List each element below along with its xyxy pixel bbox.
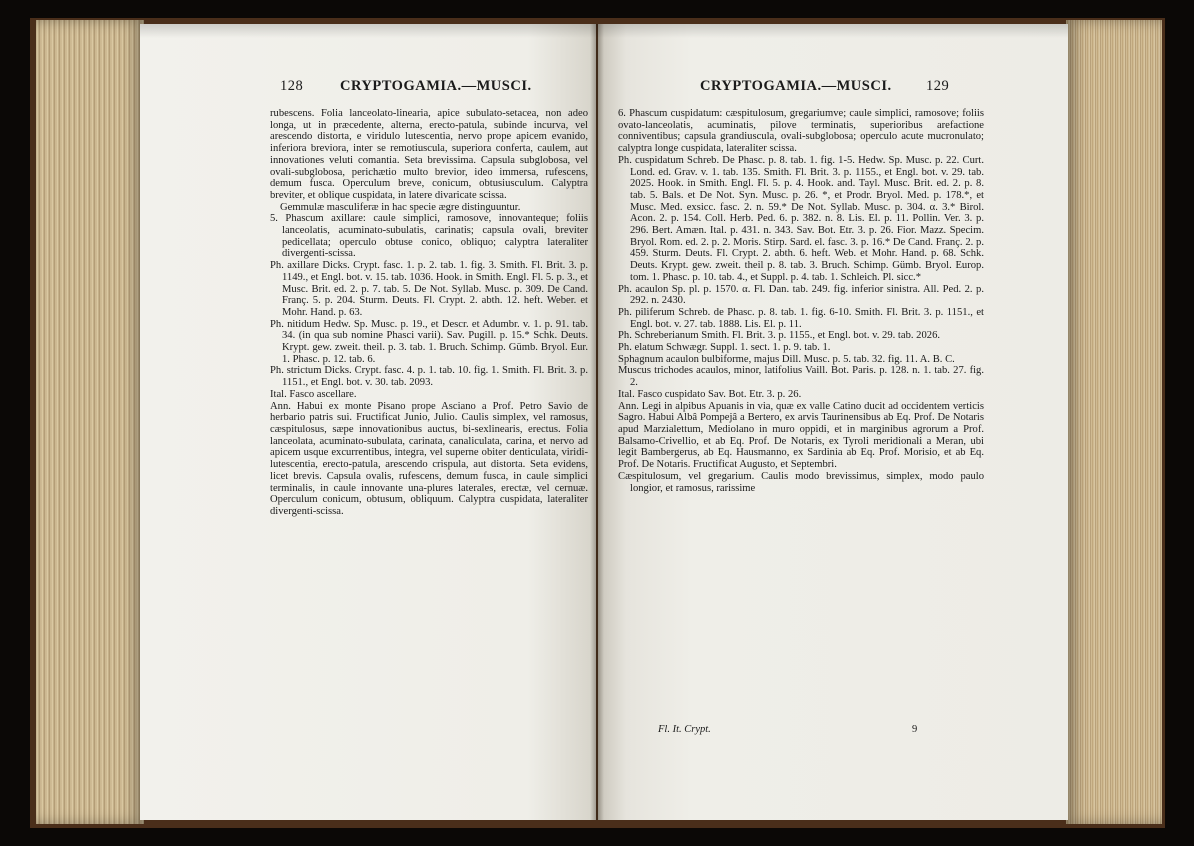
right-page <box>598 24 1068 820</box>
paragraph: 6. Phascum cuspidatum: cæspitulosum, gregariumve; caule simplici, ramosove; foliis ovato-lanceolatis, acuminatis, pilove terminatis, superioribus arefactione conniventibus; capsula grandiuscula, ovali-subglobosa; operculo acute mucronulato; calyptra longe cuspidata, lateraliter scissa. <box>618 108 984 155</box>
paragraph: Cæspitulosum, vel gregarium. Caulis modo brevissimus, simplex, modo paulo longior, et ramosus, rarissime <box>618 470 984 494</box>
paragraph: Ph. cuspidatum Schreb. De Phasc. p. 8. tab. 1. fig. 1-5. Hedw. Sp. Musc. p. 22. Curt. Lond. ed. Grav. v. 1. tab. 135. Smith. Fl. Brit. 3. p. 1155., et Engl. bot. v. 29. tab. 2025. Hook. in Smith. Engl. Fl. 5. p. 4. Hook. and. Tayl. Musc. Brit. ed. 2. p. 8. tab. 5. Bals. et De Not. Syn. Musc. p. 26. *, et Prodr. Bryol. Med. p. 178.*, et Musc. Med. exsicc. fasc. 2. n. 59.* De Not. Syllab. Musc. p. 304. α. 3.* Birol. Acon. 2. p. 154. Coll. Herb. Ped. 6. p. 382. n. 8. Lis. El. p. 11. Pollin. Ver. 3. p. 296. Bert. Amæn. Ital. p. 431. n. 343. Sav. Bot. Etr. 3. p. 26. Fior. Mazz. Specim. Bryol. Rom. ed. 2. p. 2. Moris. Stirp. Sard. el. fasc. 3. p. 16.* De Cand. Franç. 2. p. 459. Sturm. Deuts. Fl. Crypt. 2. abth. 6. heft. Web. et Mohr. Hand. p. 68. Schk. Deuts. Krypt. gew. zweit. theil p. 8. tab. 3. Bruch. Schimp. Gümb. Bryol. Europ. tom. 1. Phasc. p. 10. tab. 4., et Suppl. p. 4. tab. 1. Schleich. Pl. sicc.* <box>618 154 984 283</box>
paragraph: Ph. elatum Schwægr. Suppl. 1. sect. 1. p. 9. tab. 1. <box>618 342 831 354</box>
left-running-title: CRYPTOGAMIA.—MUSCI. <box>340 78 532 94</box>
paragraph: Sphagnum acaulon bulbiforme, majus Dill. Musc. p. 5. tab. 32. fig. 11. A. B. C. <box>618 353 955 365</box>
page-edges-right <box>1066 20 1162 824</box>
left-page <box>140 24 596 820</box>
paragraph: Ital. Fasco cuspidato Sav. Bot. Etr. 3. p. 26. <box>618 388 802 400</box>
right-page-number: 129 <box>926 78 950 94</box>
paragraph: Ph. strictum Dicks. Crypt. fasc. 4. p. 1. tab. 10. fig. 1. Smith. Fl. Brit. 3. p. 1151., et Engl. bot. v. 30. tab. 2093. <box>270 365 588 389</box>
paragraph: Ann. Legi in alpibus Apuanis in via, quæ ex valle Catino ducit ad occidentem verticis Sagro. Habui Albâ Pompejâ a Bertero, ex arvis Taurinensibus ab Eq. Prof. De Notaris apud Marzialettum, Mediolano in muro oppidi, et in marginibus agrorum a Prof. Balsamo-Crivellio, et ab Eq. Prof. De Notaris, ex Tyroli meridionali a Meran, ubi legit Bambergerus, ab Eq. Hausmanno, ex Sardinia ab Eq. Prof. Morisio, et ab Eq. Prof. De Notaris. Fructificat Augusto, et Septembri. <box>618 400 984 471</box>
signature-mark-right: 9 <box>912 724 918 735</box>
right-text-block <box>618 108 984 494</box>
paragraph: Muscus trichodes acaulos, minor, latifolius Vaill. Bot. Paris. p. 128. n. 1. tab. 27. fig. 2. <box>618 365 984 389</box>
book-gutter <box>590 24 604 820</box>
paragraph: Ann. Habui ex monte Pisano prope Asciano a Prof. Petro Savio de herbario patris sui. Fructificat Junio, Julio. Caulis simplex, vel ramosus, cæspitulosus, sæpe innovationibus auctus, bi-sexlinearis, erectus. Folia lanceolata, acuminato-subulata, carinata, canaliculata, carina, et nervo ad apicem usque excurrentibus, integra, vel superne obiter denticulata, viridi-lutescentia, erecto-patula, arescendo crispula, aut distorta. Seta evidens, licet brevis. Capsula ovalis, rufescens, demum fusca, in caule simplici terminalis, in caule innovante una-plures laterales, erectæ, vel cernuæ. Operculum conicum, obtusum, obliquum. Calyptra cuspidata, lateraliter divergenti-scissa. <box>270 400 588 517</box>
paragraph: Ital. Fasco ascellare. <box>270 388 357 400</box>
paragraph: 5. Phascum axillare: caule simplici, ramosove, innovanteque; foliis lanceolatis, acuminato-subulatis, carinatis; capsula ovali, breviter pedicellata; operculo obtuse conico, obliquo; calyptra lateraliter divergenti-scissa. <box>270 213 588 260</box>
paragraph: rubescens. Folia lanceolato-linearia, apice subulato-setacea, non adeo longa, ut in præcedente, alterna, erecto-patula, subinde incurva, vel arescendo distorta, e viridulo lutescentia, nervo prope apicem evanido, inferiora breviora, inter se remotiuscula, superiora conferta, caulem, aut innovationes veluti comantia. Seta brevissima. Capsula subglobosa, vel ovali-subglobosa, perichætio multo brevior, ideo immersa, rufescens, demum fusca. Operculum breve, conicum, obtusiusculum. Calyptra breviter, et oblique cuspidata, in latere divaricate scissa. <box>270 108 588 201</box>
left-text-block <box>270 108 588 518</box>
page-edges-left <box>36 20 144 824</box>
paragraph: Ph. acaulon Sp. pl. p. 1570. α. Fl. Dan. tab. 249. fig. inferior sinistra. All. Ped. 2. p. 292. n. 2430. <box>618 283 984 307</box>
left-page-number: 128 <box>280 78 304 94</box>
paragraph: Gemmulæ masculiferæ in hac specie ægre distinguuntur. <box>280 201 521 213</box>
right-running-title: CRYPTOGAMIA.—MUSCI. <box>700 78 892 94</box>
paragraph: Ph. piliferum Schreb. de Phasc. p. 8. tab. 1. fig. 6-10. Smith. Fl. Brit. 3. p. 1151., et Engl. bot. v. 27. tab. 1888. Lis. El. p. 11. <box>618 306 984 330</box>
signature-mark-left: Fl. It. Crypt. <box>658 724 711 735</box>
page-top-shadow <box>140 24 1068 38</box>
paragraph: Ph. Schreberianum Smith. Fl. Brit. 3. p. 1155., et Engl. bot. v. 29. tab. 2026. <box>618 330 941 342</box>
paragraph: Ph. axillare Dicks. Crypt. fasc. 1. p. 2. tab. 1. fig. 3. Smith. Fl. Brit. 3. p. 1149., et Engl. bot. v. 15. tab. 1036. Hook. in Smith. Engl. Fl. 5. p. 3., et Musc. Brit. ed. 2. p. 7. tab. 5. De Not. Syllab. Musc. p. 309. De Cand. Franç. 5. p. 204. Sturm. Deuts. Fl. Crypt. 2. abth. 12. heft. Weber. et Mohr. Hand. p. 63. <box>270 260 588 318</box>
paragraph: Ph. nitidum Hedw. Sp. Musc. p. 19., et Descr. et Adumbr. v. 1. p. 91. tab. 34. (in qua sub nomine Phasci varii). Sav. Pugill. p. 15.* Schk. Deuts. Krypt. gew. zweit. theil. p. 3. tab. 1. Bruch. Schimp. Gümb. Bryol. Eur. 1. Phasc. p. 12. tab. 6. <box>270 318 588 365</box>
